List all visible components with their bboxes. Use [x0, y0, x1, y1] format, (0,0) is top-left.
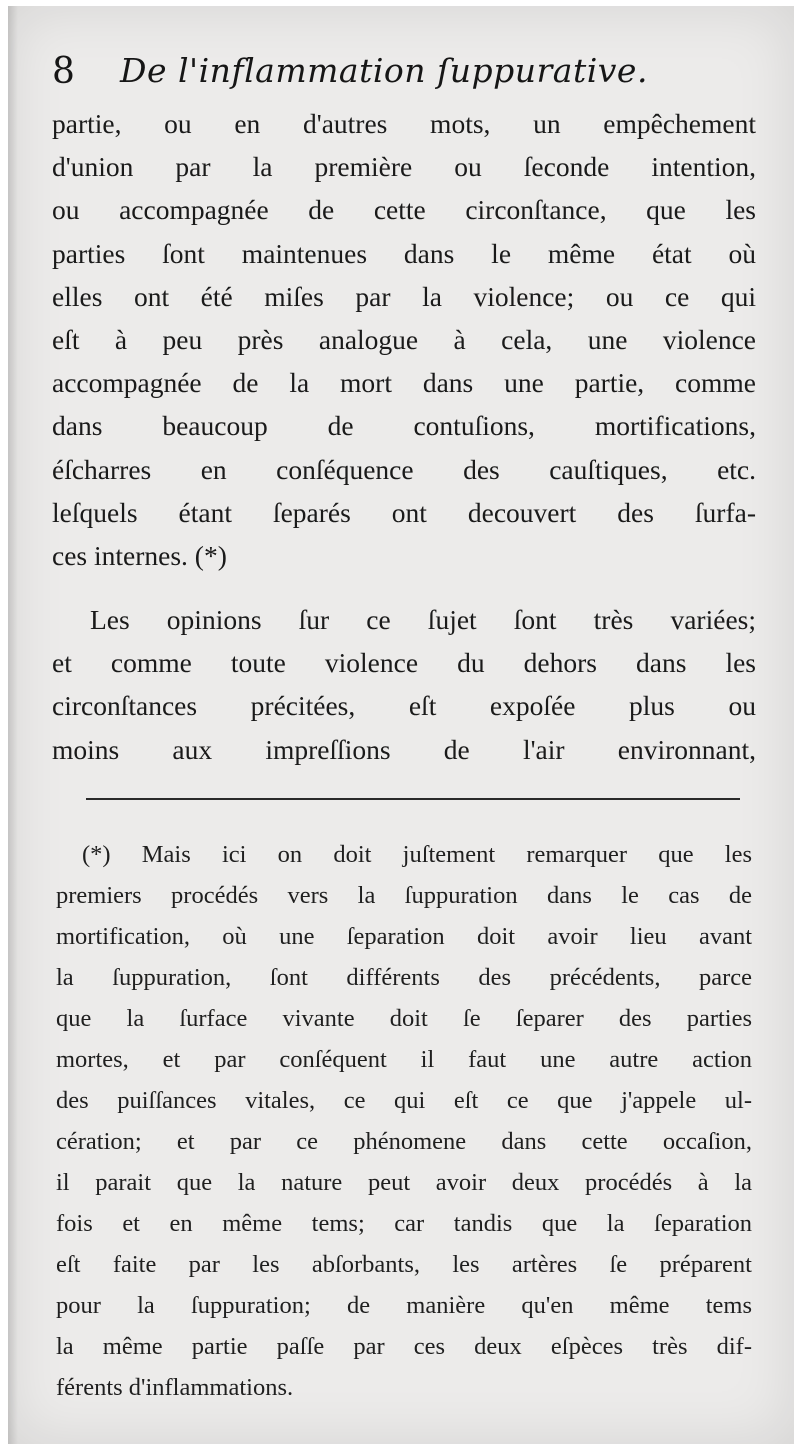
footnote-line: il parait que la nature peut avoir deux procédés à la [56, 1169, 752, 1196]
text-line: accompagnée de la mort dans une partie, comme [52, 367, 756, 399]
footnote-line: des puiſſances vitales, ce qui eſt ce que j'appele ul- [56, 1087, 752, 1114]
text-line: et comme toute violence du dehors dans les [52, 647, 756, 679]
book-page [8, 6, 794, 1444]
footnote-line: la ſuppuration, ſont différents des précédents, parce [56, 964, 752, 991]
page-number: 8 [52, 51, 75, 92]
scan-shadow [8, 6, 18, 1444]
footnote-line: mortification, où une ſeparation doit avoir lieu avant [56, 923, 752, 950]
text-line: leſquels étant ſeparés ont decouvert des ſurfa- [52, 496, 756, 528]
text-line: partie, ou en d'autres mots, un empêchement [52, 108, 756, 139]
text-line: moins aux impreſſions de l'air environnant, [52, 733, 756, 765]
footnote-line: que la ſurface vivante doit ſe ſeparer des parties [56, 1005, 752, 1032]
text-line: ces internes. (*) [52, 539, 227, 571]
footnote-line: eſt faite par les abſorbants, les artères ſe préparent [56, 1251, 752, 1278]
page-header [52, 44, 772, 104]
text-line: dans beaucoup de contuſions, mortifications, [52, 410, 756, 442]
footnote-line: (*) Mais ici on doit juſtement remarquer que les [82, 841, 752, 868]
text-line: elles ont été miſes par la violence; ou ce qui [52, 280, 756, 312]
text-line: eſt à peu près analogue à cela, une violence [52, 323, 756, 355]
running-title: De l'inflammation ſuppurative. [120, 51, 648, 90]
paragraph-spacer [52, 577, 756, 598]
footnote-line: férents d'inflammations. [56, 1374, 294, 1401]
text-line: parties ſont maintenues dans le même état où [52, 237, 756, 269]
text-line: ou accompagnée de cette circonſtance, que les [52, 194, 756, 226]
footnote-line: premiers procédés vers la ſuppuration dans le cas de [56, 882, 752, 909]
text-line: éſcharres en conſéquence des cauſtiques, etc. [52, 453, 756, 485]
paragraph-2 [52, 598, 756, 771]
footnote-line: fois et en même tems; car tandis que la ſeparation [56, 1210, 752, 1237]
paragraph-1 [52, 102, 756, 577]
footnote-line: mortes, et par conſéquent il faut une autre action [56, 1046, 752, 1073]
text-line: Les opinions ſur ce ſujet ſont très variées; [90, 604, 756, 636]
footnote-line: la même partie paſſe par ces deux eſpèces très dif- [56, 1333, 752, 1360]
text-line: circonſtances précitées, eſt expoſée plus ou [52, 690, 756, 722]
footnote-line: cération; et par ce phénomene dans cette occaſion, [56, 1128, 752, 1155]
footnote [56, 834, 752, 1408]
footnote-separator [86, 798, 740, 800]
footnote-line: pour la ſuppuration; de manière qu'en même tems [56, 1292, 752, 1319]
main-text [52, 102, 756, 771]
text-line: d'union par la première ou ſeconde intention, [52, 151, 756, 183]
